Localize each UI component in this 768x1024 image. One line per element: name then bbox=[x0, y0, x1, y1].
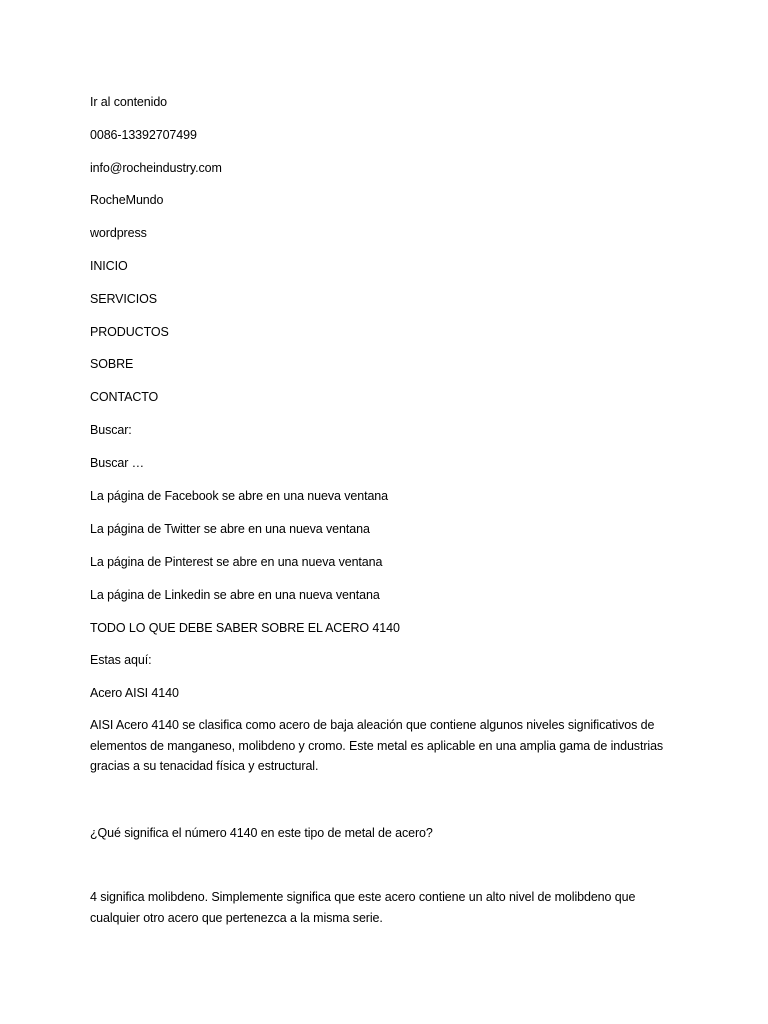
nav-item-contacto[interactable]: CONTACTO bbox=[90, 390, 159, 404]
linkedin-link[interactable]: La página de Linkedin se abre en una nueva ventana bbox=[90, 588, 380, 602]
intro-paragraph: AISI Acero 4140 se clasifica como acero de baja aleación que contiene algunos niveles significativos de elementos de manganeso, molibdeno y cromo. Este metal es aplicable en una amplia gama de industrias gracias a su tenacidad física y estructural. bbox=[90, 718, 664, 773]
document-page bbox=[90, 0, 690, 1024]
pinterest-link[interactable]: La página de Pinterest se abre en una nueva ventana bbox=[90, 555, 383, 569]
question-heading: ¿Qué significa el número 4140 en este tipo de metal de acero? bbox=[90, 826, 433, 840]
phone-number[interactable]: 0086-13392707499 bbox=[90, 128, 197, 142]
breadcrumb-current: Acero AISI 4140 bbox=[90, 686, 179, 700]
site-name[interactable]: RocheMundo bbox=[90, 193, 164, 207]
email-address[interactable]: info@rocheindustry.com bbox=[90, 161, 222, 175]
search-input[interactable]: Buscar … bbox=[90, 456, 145, 470]
nav-item-sobre[interactable]: SOBRE bbox=[90, 357, 134, 371]
answer-paragraph: 4 significa molibdeno. Simplemente significa que este acero contiene un alto nivel de molibdeno que cualquier otro acero que pertenezca a la misma serie. bbox=[90, 890, 636, 925]
nav-item-servicios[interactable]: SERVICIOS bbox=[90, 292, 157, 306]
article-title: TODO LO QUE DEBE SABER SOBRE EL ACERO 4140 bbox=[90, 621, 400, 635]
nav-item-productos[interactable]: PRODUCTOS bbox=[90, 325, 169, 339]
site-platform: wordpress bbox=[90, 226, 147, 240]
breadcrumb-label: Estas aquí: bbox=[90, 653, 152, 667]
facebook-link[interactable]: La página de Facebook se abre en una nueva ventana bbox=[90, 489, 389, 503]
skip-to-content-link[interactable]: Ir al contenido bbox=[90, 95, 168, 109]
search-label: Buscar: bbox=[90, 423, 132, 437]
nav-item-inicio[interactable]: INICIO bbox=[90, 259, 128, 273]
twitter-link[interactable]: La página de Twitter se abre en una nueva ventana bbox=[90, 522, 370, 536]
